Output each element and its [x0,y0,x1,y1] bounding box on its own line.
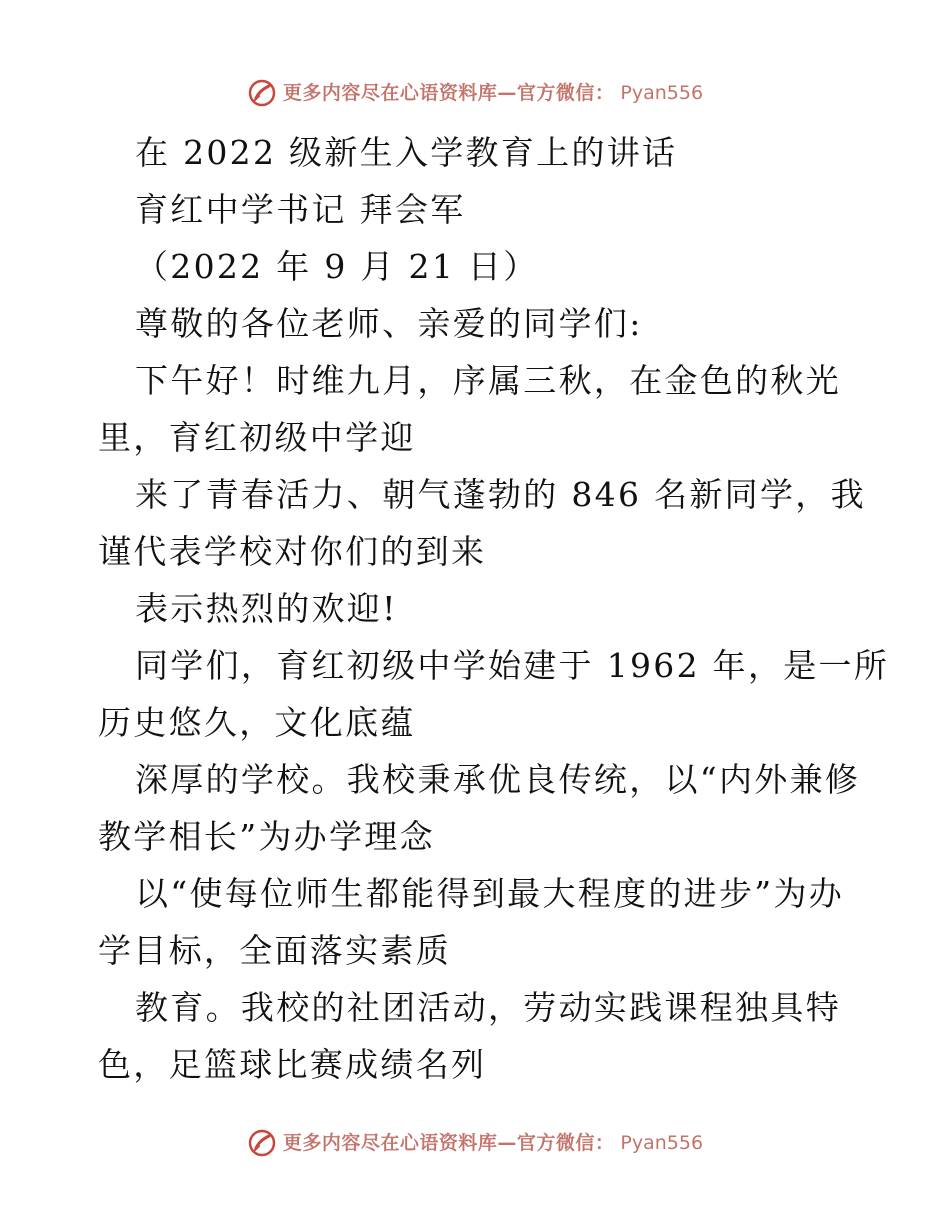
speaker-line: 育红中学书记 拜会军 [135,190,466,229]
text-line: 里，育红初级中学迎 [98,418,416,457]
salutation: 尊敬的各位老师、亲爱的同学们: [135,304,643,343]
text-line: 同学们，育红初级中学始建于 1962 年，是一所 [135,646,890,685]
text-line: 深厚的学校。我校秉承优良传统，以“内外兼修 [135,760,861,799]
text-line: 谨代表学校对你们的到来 [98,532,487,571]
document-body [98,124,890,1093]
watermark-footer [0,1128,950,1158]
text-line: 学目标，全面落实素质 [98,931,451,970]
text-line: 以“使每位师生都能得到最大程度的进步”为办 [135,874,845,913]
watermark-wechat-id: Pyan556 [620,1132,704,1154]
brand-logo-icon [247,1128,277,1158]
text-line: 色，足篮球比赛成绩名列 [98,1045,487,1084]
watermark-header [0,78,950,108]
text-line: 教育。我校的社团活动，劳动实践课程独具特 [135,988,841,1027]
text-line: 来了青春活力、朝气蓬勃的 846 名新同学，我 [135,475,866,514]
watermark-wechat-id: Pyan556 [620,82,704,104]
brand-logo-icon [247,78,277,108]
text-line: 教学相长”为办学理念 [98,817,435,856]
speech-title: 在 2022 级新生入学教育上的讲话 [135,133,678,172]
text-line: 历史悠久，文化底蕴 [98,703,416,742]
date-line: （2022 年 9 月 21 日） [135,247,539,286]
watermark-text: 更多内容尽在心语资料库—官方微信： [282,1132,615,1154]
text-line: 表示热烈的欢迎! [135,589,398,628]
watermark-text: 更多内容尽在心语资料库—官方微信： [282,82,615,104]
text-line: 下午好！时维九月，序属三秋，在金色的秋光 [135,361,841,400]
